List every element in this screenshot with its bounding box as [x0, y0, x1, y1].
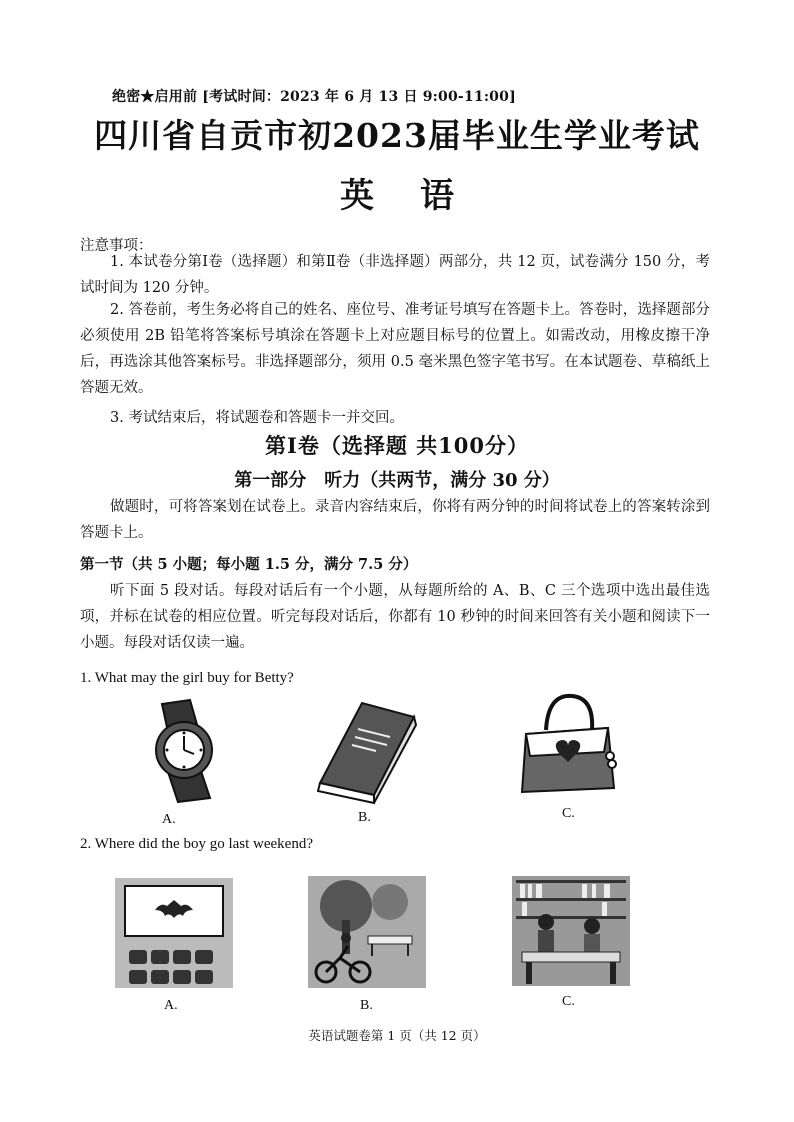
notice-heading: 注意事项：: [80, 238, 153, 254]
section-heading: [80, 553, 417, 574]
watch-image: [128, 698, 228, 803]
confidential-line: 绝密★启用前 [考试时间：2023 年 6 月 13 日 9:00-11:00]: [112, 89, 516, 105]
page-footer: 英语试题卷第 1 页（共 12 页）: [308, 1028, 486, 1043]
q2-option-c: C.: [562, 994, 575, 1009]
q1-option-c: C.: [562, 806, 575, 821]
q1-option-b: B.: [358, 810, 371, 825]
library-image: [512, 876, 630, 986]
notice-item-3: 3. 考试结束后，将试题卷和答题卡一并交回。: [110, 410, 404, 426]
q2-option-b: B.: [360, 998, 373, 1013]
section-name: 第一节: [80, 556, 124, 573]
section-instruction: 听下面 5 段对话。每段对话后有一个小题，从每题所给的 A、B、C 三个选项中选出最佳选项，并标在试卷的相应位置。听完每段对话后，你都有 10 秒钟的时间来回答有关小题和阅读下一小题。每段对话仅读一遍。: [80, 583, 710, 651]
part-instruction: 做题时，可将答案划在试卷上。录音内容结束后，你将有两分钟的时间将试卷上的答案转涂到答题卡上。: [80, 499, 710, 541]
notice-item-1: 1. 本试卷分第Ⅰ卷（选择题）和第Ⅱ卷（非选择题）两部分，共 12 页，试卷满分 150 分，考试时间为 120 分钟。: [80, 254, 710, 296]
volume-title: 第Ⅰ卷（选择题 共100分）: [265, 433, 529, 458]
question-2: 2. Where did the boy go last weekend?: [80, 836, 313, 852]
part-title: 第一部分 听力（共两节，满分 30 分）: [234, 470, 560, 491]
section-points: （共 5 小题；每小题 1.5 分，满分 7.5 分）: [123, 556, 418, 573]
subject-title: 英语: [340, 176, 500, 216]
question-1: 1. What may the girl buy for Betty?: [80, 670, 294, 686]
book-image: [310, 695, 420, 805]
handbag-image: [512, 690, 622, 800]
cinema-image: [115, 878, 233, 988]
q1-option-a: A.: [162, 812, 176, 827]
park-image: [308, 876, 426, 988]
exam-title: 四川省自贡市初2023届毕业生学业考试: [94, 116, 700, 155]
q2-option-a: A.: [164, 998, 178, 1013]
notice-item-2: 2. 答卷前，考生务必将自己的姓名、座位号、准考证号填写在答题卡上。答卷时，选择题部分必须使用 2B 铅笔将答案标号填涂在答题卡上对应题目标号的位置上。如需改动，用橡皮擦干净后，再选涂其他答案标号。非选择题部分，须用 0.5 毫米黑色签字笔书写。在本试题卷、草稿纸上答题无效。: [80, 302, 710, 396]
